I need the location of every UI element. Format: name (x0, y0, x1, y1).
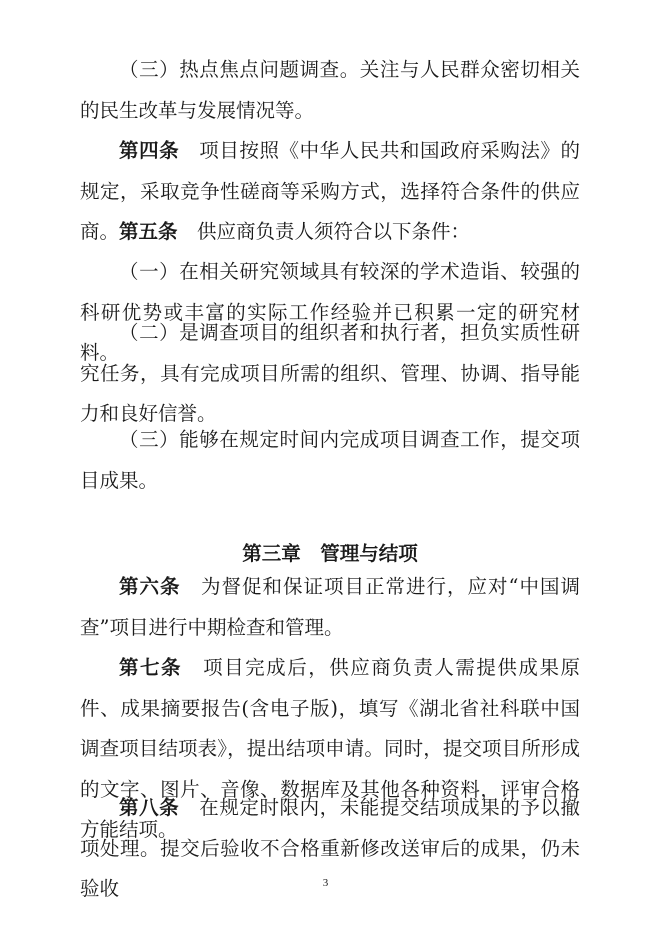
paragraph-text: 在规定时限内，未能提交结项成果的予以撤项处理。提交后验收不合格重新修改送审后的成果，仍未验收 (80, 796, 580, 900)
condition-2 (80, 313, 580, 435)
paragraph-text: 项目按照《中华人民共和国政府采购法》的规定，采取竞争性磋商等采购方式，选择符合条件的供应商。 (80, 139, 580, 243)
article-label: 第七条 (119, 656, 183, 679)
article-label: 第四条 (119, 139, 180, 162)
paragraph-text: （二）是调查项目的组织者和执行者，担负实质性研究任务，具有完成项目所需的组织、管理、协调、指导能力和良好信誉。 (80, 321, 580, 425)
chapter-heading: 第三章 管理与结项 (242, 542, 418, 565)
paragraph-text: 供应商负责人须符合以下条件： (177, 220, 471, 243)
paragraph-text: 项目完成后，供应商负责人需提供成果原件、成果摘要报告(含电子版)，填写《湖北省社科联中国调查项目结项表》，提出结项申请。同时，提交项目所形成的文字、图片、音像、数据库及其他各种资料，评审合格方能结项。 (80, 656, 580, 841)
paragraph-text: （三）热点焦点问题调查。关注与人民群众密切相关的民生改革与发展情况等。 (80, 58, 580, 122)
paragraph-text: 为督促和保证项目正常进行，应对“中国调查”项目进行中期检查和管理。 (80, 575, 580, 639)
paragraph-hotspot-survey (80, 50, 580, 131)
article-label: 第五条 (119, 220, 178, 243)
article-6 (80, 567, 580, 648)
article-label: 第六条 (119, 575, 181, 598)
article-8 (80, 788, 580, 910)
paragraph-text: （一）在相关研究领域具有较深的学术造诣、较强的科研优势或丰富的实际工作经验并已积累一定的研究材料。 (80, 260, 580, 364)
article-5 (80, 212, 580, 253)
page-number: 3 (322, 877, 329, 889)
paragraph-text: （三）能够在规定时间内完成项目调查工作，提交项目成果。 (80, 428, 580, 492)
condition-3 (80, 420, 580, 501)
article-label: 第八条 (119, 796, 180, 819)
